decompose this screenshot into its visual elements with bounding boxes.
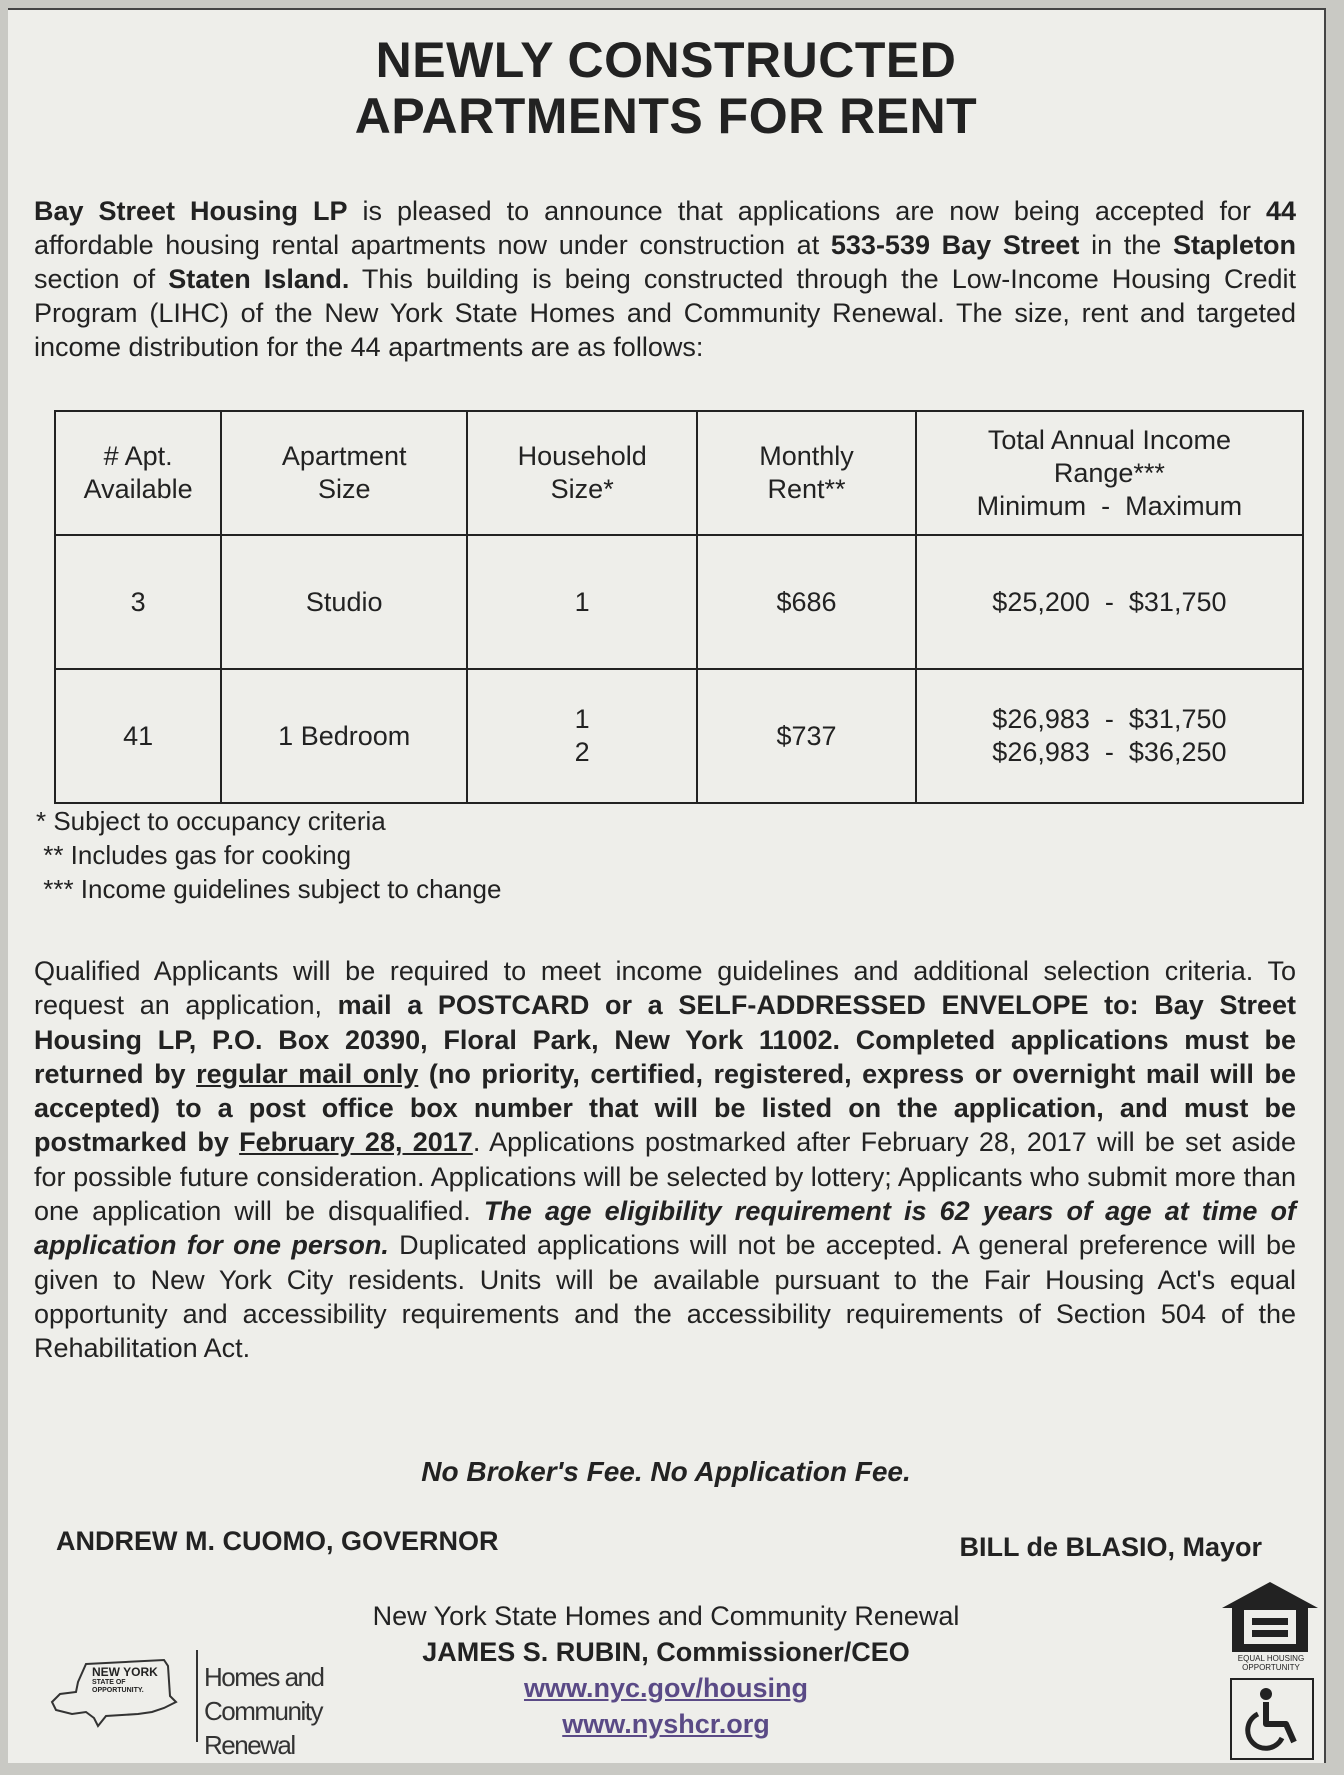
footnote-gas: ** Includes gas for cooking [36,840,352,870]
advertisement-page [8,8,1326,1763]
header-apartment-size: Apartment Size [221,411,467,535]
header-household-size: Household Size* [467,411,697,535]
developer-name: Bay Street Housing LP [34,196,348,226]
postmark-deadline: February 28, 2017 [239,1127,473,1158]
governor-name: ANDREW M. CUOMO, GOVERNOR [56,1526,499,1556]
intro-paragraph [34,194,1296,364]
intro-text: is pleased to announce that applications are now being accepted for [347,196,1266,226]
cell-available: 41 [55,669,221,803]
header-apartments-available: # Apt. Available [55,411,221,535]
cell-rent: $737 [697,669,916,803]
intro-text: section of [34,264,169,294]
borough: Staten Island. [168,264,350,294]
link-nyshcr[interactable]: www.nyshcr.org [562,1709,770,1739]
regular-mail-only: regular mail only [196,1058,419,1089]
intro-text: affordable housing rental apartments now under construction at [34,230,831,260]
title-line-2: APARTMENTS FOR RENT [354,88,978,144]
cell-household: 1 2 [467,669,697,803]
hcr-wordmark: Homes and Community Renewal [204,1662,324,1760]
hcr-logo [46,1650,406,1760]
building-address: 533-539 Bay Street [830,230,1080,260]
cell-available: 3 [55,535,221,669]
header-income-range: Total Annual Income Range*** Minimum - Maximum [916,411,1303,535]
mailing-instructions: mail a POSTCARD or a SELF-ADDRESSED ENVELOPE to: Bay Street Housing LP, P.O. Box 20390, Floral Park, New York 11002. Completed applications must be returned by [34,990,1296,1089]
table-row [55,669,1303,803]
intro-text: This building is being constructed through the Low-Income Housing Credit Program (LIHC) of the New York State Homes and Community Renewal. The size, rent and targeted income distribution for the 44 apartments are as follows: [34,264,1297,362]
neighborhood: Stapleton [1173,230,1297,260]
equal-housing-logo [1216,1580,1326,1670]
unit-count: 44 [1265,196,1297,226]
cell-size: Studio [221,535,467,669]
cell-income-range: $25,200 - $31,750 [916,535,1303,669]
cell-rent: $686 [697,535,916,669]
age-requirement: The age eligibility requirement is 62 years of age at time of application for one person. [34,1196,1296,1261]
table-row [55,535,1303,669]
commissioner-name: JAMES S. RUBIN, Commissioner/CEO [422,1637,910,1667]
apartment-table [54,410,1304,804]
header-monthly-rent: Monthly Rent** [697,411,916,535]
cell-income-range: $26,983 - $31,750 $26,983 - $36,250 [916,669,1303,803]
title-line-1: NEWLY CONSTRUCTED [375,32,957,88]
wheelchair-accessibility-icon [1230,1678,1314,1760]
link-nyc-housing[interactable]: www.nyc.gov/housing [523,1673,808,1703]
page-title [8,32,1324,144]
footnote-income: *** Income guidelines subject to change [36,874,502,904]
mayor-name: BILL de BLASIO, Mayor [959,1532,1262,1562]
logo-divider [196,1650,198,1742]
table-footnotes [36,804,501,906]
cell-household: 1 [467,535,697,669]
nys-wordmark: NEW YORK STATE OF OPPORTUNITY. [92,1665,158,1694]
footnote-occupancy: * Subject to occupancy criteria [36,806,386,836]
equal-housing-opportunity-icon [1220,1580,1320,1654]
eho-caption: EQUAL HOUSING OPPORTUNITY [1237,1654,1305,1672]
cell-size: 1 Bedroom [221,669,467,803]
application-instructions: Qualified Applicants will be required to meet income guidelines and additional selection criteria. To request an application, mail a POSTCARD or a SELF-ADDRESSED ENVELOPE to: Bay Street Housing LP, P.O. Box 20390, Floral Park, New York 11002. Completed applications must be returned by regular mail only (no priority, certified, registered, express or overnight mail will be accepted) to a post office box number that will be listed on the application, and must be postmarked by February 28, 2017. Applications postmarked after February 28, 2017 will be set aside for possible future consideration. Applications will be selected by lottery; Applicants who submit more than one application will be disqualified. The age eligibility requirement is 62 years of age at time of application for one person. Duplicated applications will not be accepted. A general preference will be given to New York City residents. Units will be available pursuant to the Fair Housing Act's equal opportunity and accessibility requirements and the accessibility requirements of Section 504 of the Rehabilitation Act. [34,956,1296,1364]
no-fee-notice: No Broker's Fee. No Application Fee. [421,1456,911,1487]
table-header-row [55,411,1303,535]
intro-text: in the [1079,230,1173,260]
agency-name: New York State Homes and Community Renewal [372,1601,960,1631]
